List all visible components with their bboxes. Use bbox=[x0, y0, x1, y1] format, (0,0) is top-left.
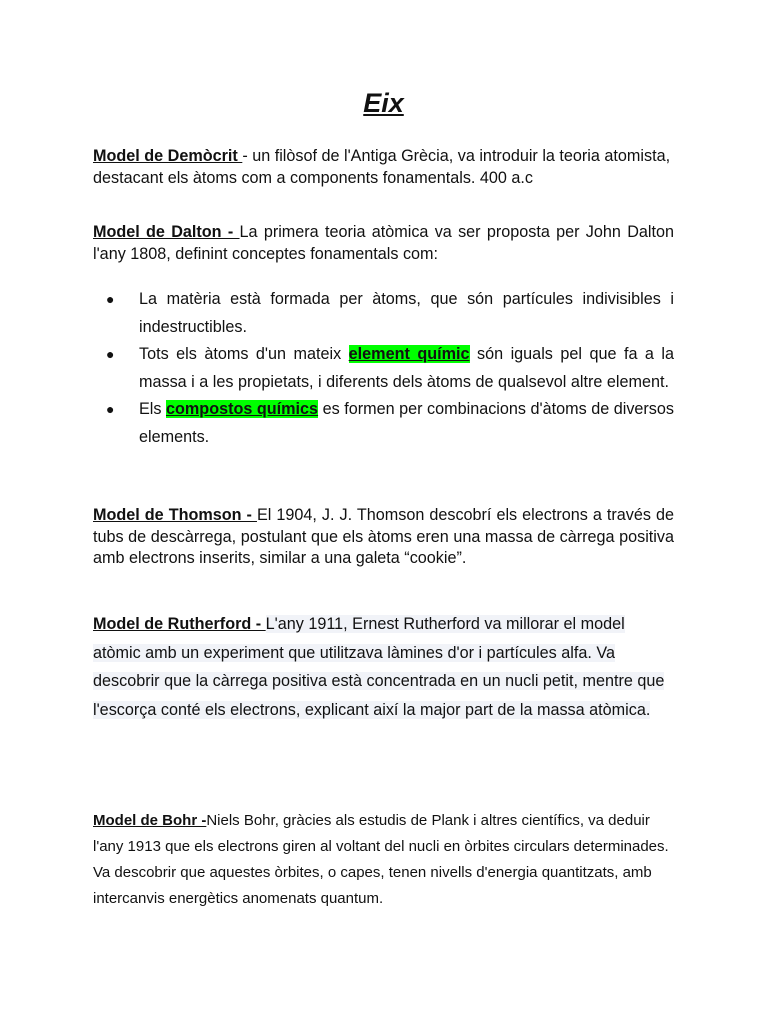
bullet-text: són iguals pel que fa a la massa i a les propietats, i diferents dels àtoms de qualsevol altre element. bbox=[139, 345, 675, 391]
section-text-rutherford: L'any 1911, Ernest Rutherford va millorar el model atòmic amb un experiment que utilitzava làmines d'or i partícules alfa. Va descobrir que la càrrega positiva està concentrada en un nucli petit, mentre que l'escorça conté els electrons, explicant així la major part de la massa atòmica. bbox=[93, 615, 665, 719]
section-label-bohr: Model de Bohr - bbox=[93, 812, 207, 829]
document-title: Eix bbox=[363, 88, 404, 118]
paragraph-dalton bbox=[93, 222, 674, 265]
highlight-link-element-quimic[interactable]: element químic bbox=[348, 345, 470, 363]
bullet-icon: ● bbox=[106, 346, 115, 362]
bullet-icon: ● bbox=[106, 401, 115, 417]
paragraph-democrit bbox=[93, 146, 674, 189]
section-text-dalton: La primera teoria atòmica va ser proposta per John Dalton l'any 1808, definint conceptes fonamentals com: bbox=[93, 223, 674, 263]
bullet-text: Tots els àtoms d'un mateix bbox=[139, 345, 349, 363]
bullet-icon: ● bbox=[106, 291, 115, 307]
list-item bbox=[93, 286, 674, 341]
section-text-democrit: - un filòsof de l'Antiga Grècia, va introduir la teoria atomista, destacant els àtoms com a components fonamentals. 400 a.c bbox=[93, 147, 671, 187]
bullet-text: es formen per combinacions d'àtoms de diversos elements. bbox=[139, 400, 674, 446]
section-label-thomson: Model de Thomson - bbox=[93, 506, 257, 524]
section-label-democrit: Model de Demòcrit bbox=[93, 147, 243, 165]
list-item bbox=[93, 396, 674, 451]
section-text-bohr: Niels Bohr, gràcies als estudis de Plank i altres científics, va deduir l'any 1913 que els electrons giren al voltant del nucli en òrbites circulars determinades. Va descobrir que aquestes òrbites, o capes, tenen nivells d'energia quantitzats, amb intercanvis energètics anomenats quantum. bbox=[93, 812, 669, 907]
bullet-text: La matèria està formada per àtoms, que són partícules indivisibles i indestructibles. bbox=[139, 290, 674, 336]
section-label-rutherford: Model de Rutherford - bbox=[93, 615, 266, 633]
dalton-bullet-list bbox=[93, 286, 674, 451]
section-text-thomson: El 1904, J. J. Thomson descobrí els electrons a través de tubs de descàrrega, postulant que els àtoms eren una massa de càrrega positiva amb electrons inserits, similar a una galeta “cookie”. bbox=[93, 506, 674, 567]
highlight-link-compostos-quimics[interactable]: compostos químics bbox=[166, 400, 319, 418]
paragraph-thomson bbox=[93, 505, 674, 570]
bullet-text: Els bbox=[139, 400, 167, 418]
list-item bbox=[93, 341, 674, 396]
paragraph-rutherford bbox=[93, 610, 674, 724]
section-label-dalton: Model de Dalton - bbox=[93, 223, 240, 241]
paragraph-bohr bbox=[93, 808, 674, 912]
